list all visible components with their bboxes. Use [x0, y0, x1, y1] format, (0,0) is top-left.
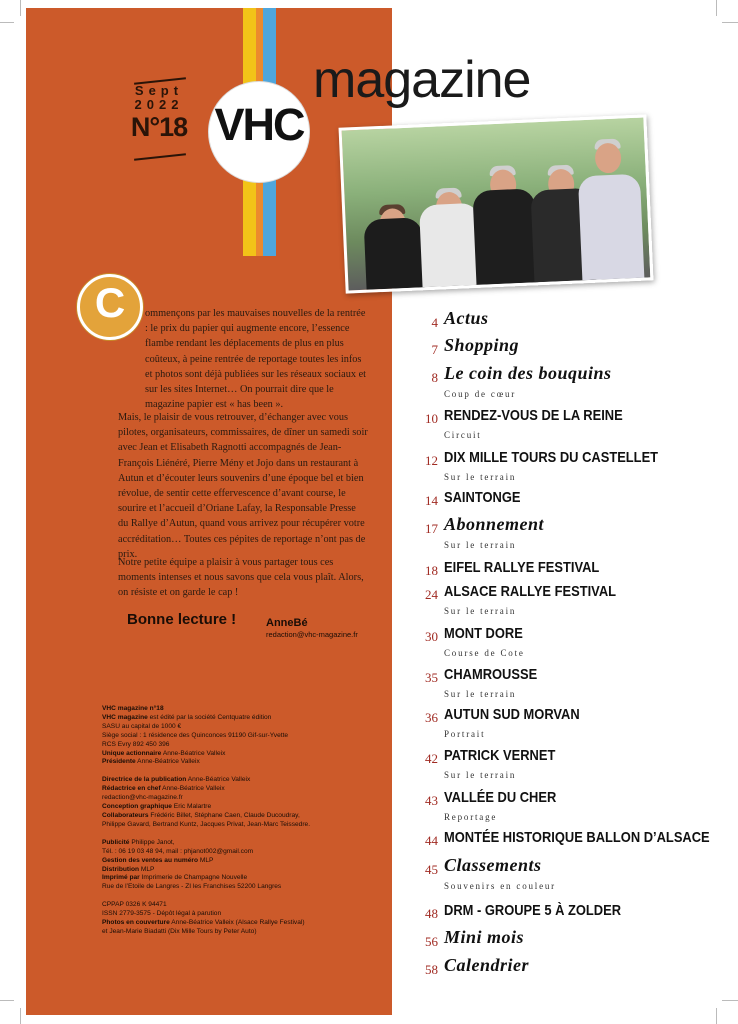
- editorial-paragraph: Mais, le plaisir de vous retrouver, d’échanger avec vous pilotes, organisateurs, commissaires, de dîner un samedi soir avec Jean et Elisabeth Ragnotti accompagnés de Jean-François Liénéré, Pierre Mény et Jojo dans un restaurant à Autun et d’écouter leurs souvenirs d’une époque bel et bien révolue, de sentir cette effervescence d’avant course, le sourire et l’accueil d’Oriane Lafay, la Responsable Presse du Rallye d’Autun, quand vous arrivez pour récupérer votre accréditation… Toutes ces pépites de reportage n’ont pas de prix.: [118, 412, 368, 560]
- toc-page-number: 42: [425, 751, 438, 766]
- toc-page-number: 58: [425, 962, 438, 977]
- editorial-paragraph: Notre petite équipe a plaisir à vous partager tous ces moments intenses et nous savons que cela vous plaît. Alors, on résiste et on garde le cap !: [118, 557, 364, 599]
- toc-page-number: 43: [425, 793, 438, 808]
- toc-subtitle: Sur le terrain: [444, 472, 517, 482]
- toc-page-number: 12: [425, 453, 438, 468]
- credits-publisher: VHC magazine n°18 VHC magazine est édité par la société Centquatre édition SASU au capital de 1000 € Siège social : 1 résidence des Quinconces 91190 Gif-sur-Yvette RCS Evry 892 450 396 Unique actionnaire Anne-Béatrice Valleix Présidente Anne-Béatrice Valleix: [102, 705, 289, 766]
- toc-page-number: 48: [425, 906, 438, 921]
- author-name: AnneBé: [266, 617, 308, 629]
- toc-entry[interactable]: [400, 363, 730, 399]
- toc-title: EIFEL RALLYE FESTIVAL: [444, 559, 600, 576]
- issue-number: N°18: [130, 112, 188, 142]
- toc-entry[interactable]: [400, 955, 730, 982]
- toc-title: VALLÉE DU CHER: [444, 789, 557, 806]
- toc-page-number: 10: [425, 411, 438, 426]
- toc-page-number: 4: [431, 315, 438, 330]
- toc-entry[interactable]: [400, 335, 730, 362]
- credits-legal: CPPAP 0326 K 94471 ISSN 2779-3575 - Dépôt légal à parution Photos en couverture Anne-Béatrice Valleix (Alsace Rallye Festival) et Jean-Marie Biadatti (Dix Mille Tours by Peter Auto): [102, 901, 305, 935]
- toc-page-number: 35: [425, 670, 438, 685]
- toc-title: MONT DORE: [444, 625, 523, 642]
- toc-subtitle: Sur le terrain: [444, 689, 517, 699]
- toc-entry[interactable]: [400, 927, 730, 954]
- toc-title: CHAMROUSSE: [444, 666, 538, 683]
- logo-magazine: magazine: [313, 51, 531, 109]
- author-email[interactable]: redaction@vhc-magazine.fr: [266, 630, 358, 639]
- issue-month: Sept: [134, 83, 184, 98]
- toc-title: Classements: [444, 855, 542, 875]
- toc-page-number: 45: [425, 862, 438, 877]
- toc-entry[interactable]: [400, 407, 730, 440]
- toc-entry[interactable]: [400, 666, 730, 699]
- toc-page-number: 36: [425, 710, 438, 725]
- toc-entry[interactable]: [400, 902, 730, 926]
- issue-year: 2022: [134, 97, 184, 112]
- toc-subtitle: Sur le terrain: [444, 540, 517, 550]
- toc-page-number: 18: [425, 563, 438, 578]
- toc-entry[interactable]: [400, 583, 730, 616]
- toc-page-number: 44: [425, 833, 438, 848]
- crop-mark: [0, 1000, 14, 1001]
- toc-page-number: 30: [425, 629, 438, 644]
- toc-subtitle: Course de Cote: [444, 648, 525, 658]
- toc-entry[interactable]: [400, 449, 730, 482]
- crop-mark: [20, 0, 21, 16]
- toc-entry[interactable]: [400, 559, 730, 583]
- masthead-credits: [102, 705, 382, 946]
- editorial-paragraph: ommençons par les mauvaises nouvelles de la rentrée : le prix du papier qui augmente encore, l’essence flambe rendant les déplacements de plus en plus coûteux, à peine rentrée de reportage toutes les infos et photos sont déjà publiées sur les réseaux sociaux et sur les sites Internet… On pourrait dire que le magazine papier est « has been ».: [145, 308, 367, 411]
- toc-page-number: 14: [425, 493, 438, 508]
- toc-page-number: 7: [431, 342, 438, 357]
- toc-page-number: 56: [425, 934, 438, 949]
- toc-page-number: 17: [425, 521, 438, 536]
- crop-mark: [716, 1008, 717, 1024]
- toc-subtitle: Sur le terrain: [444, 606, 517, 616]
- toc-subtitle: Coup de cœur: [444, 389, 517, 399]
- crop-mark: [716, 0, 717, 16]
- photo-person: [361, 169, 424, 289]
- toc-title: RENDEZ-VOUS DE LA REINE: [444, 407, 623, 424]
- toc-subtitle: Portrait: [444, 729, 486, 739]
- toc-title: Actus: [444, 308, 489, 328]
- toc-title: AUTUN SUD MORVAN: [444, 706, 580, 723]
- toc-entry[interactable]: [400, 829, 730, 853]
- credits-editorial-team: Directrice de la publication Anne-Béatrice Valleix Rédactrice en chef Anne-Béatrice Valleix redaction@vhc-magazine.fr Conception graphique Eric Malartre Collaborateurs Frédéric Billet, Stéphane Caen, Claude Ducoudray, Philippe Gavard, Bertrand Kuntz, Jacques Privat, Jean-Marc Teissedre.: [102, 776, 311, 828]
- cover-photo: [339, 114, 654, 293]
- photo-person: [576, 128, 644, 281]
- crop-mark: [20, 1008, 21, 1024]
- toc-title: ALSACE RALLYE FESTIVAL: [444, 583, 617, 600]
- toc-title: DRM - GROUPE 5 À ZOLDER: [444, 902, 622, 919]
- toc-title: PATRICK VERNET: [444, 747, 556, 764]
- toc-title: Mini mois: [444, 927, 525, 947]
- crop-mark: [722, 1000, 738, 1001]
- crop-mark: [722, 22, 738, 23]
- toc-subtitle: Circuit: [444, 430, 482, 440]
- logo-vhc: VHC: [214, 99, 304, 150]
- toc-title: DIX MILLE TOURS DU CASTELLET: [444, 449, 659, 466]
- credits-advertising: Publicité Philippe Janot, Tél. : 06 19 03 48 94, mail : phjanot002@gmail.com Gestion des ventes au numéro MLP Distribution MLP Imprimé par Imprimerie de Champagne Nouvelle Rue de l’Etoile de Langres - ZI les Franchises 52200 Langres: [102, 838, 282, 891]
- toc-page-number: 24: [425, 587, 438, 602]
- toc-entry[interactable]: [400, 514, 730, 550]
- drop-cap-letter: C: [94, 279, 126, 326]
- toc-entry[interactable]: [400, 308, 730, 335]
- toc-entry[interactable]: [400, 489, 730, 513]
- issue-block: [130, 84, 188, 142]
- toc-title: MONTÉE HISTORIQUE BALLON D’ALSACE: [444, 829, 710, 846]
- toc-title: Calendrier: [444, 955, 530, 975]
- toc-title: Shopping: [444, 335, 520, 355]
- toc-title: Le coin des bouquins: [444, 363, 612, 383]
- toc-title: Abonnement: [444, 514, 545, 534]
- toc-entry[interactable]: [400, 706, 730, 739]
- signoff: Bonne lecture !: [127, 611, 237, 628]
- toc-entry[interactable]: [400, 789, 730, 822]
- toc-subtitle: Reportage: [444, 812, 498, 822]
- toc-subtitle: Sur le terrain: [444, 770, 517, 780]
- crop-mark: [0, 22, 14, 23]
- toc-entry[interactable]: [400, 747, 730, 780]
- toc-entry[interactable]: [400, 625, 730, 658]
- drop-cap: [77, 274, 143, 340]
- toc-entry[interactable]: [400, 855, 730, 891]
- toc-page-number: 8: [431, 370, 438, 385]
- toc-subtitle: Souvenirs en couleur: [444, 881, 556, 891]
- toc-title: SAINTONGE: [444, 489, 521, 506]
